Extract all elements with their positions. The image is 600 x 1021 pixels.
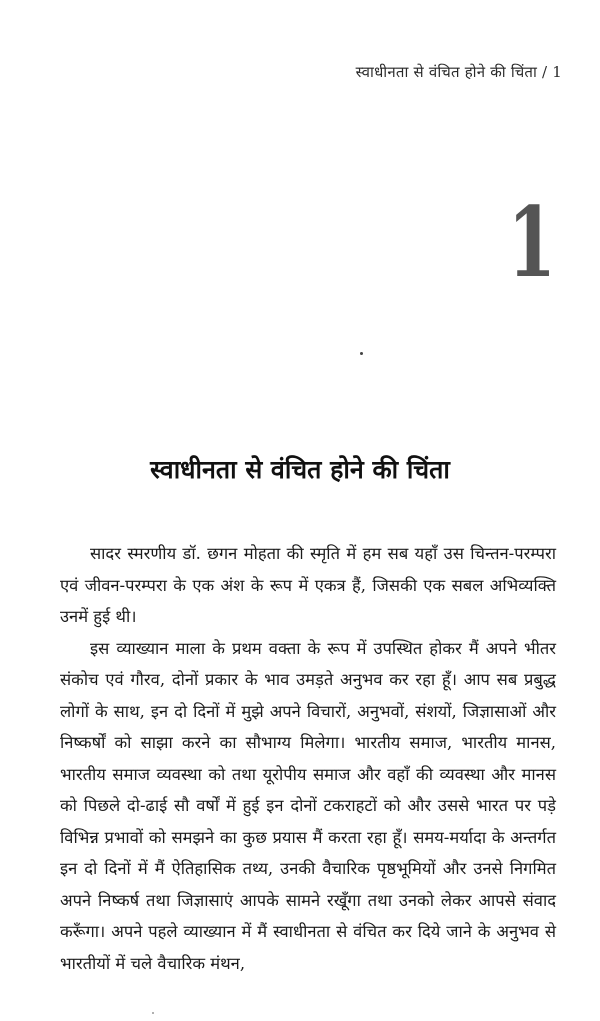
- chapter-title: स्वाधीनता से वंचित होने की चिंता: [150, 455, 450, 484]
- print-speck: [360, 352, 363, 355]
- paragraph: इस व्याख्यान माला के प्रथम वक्ता के रूप में उपस्थित होकर मैं अपने भीतर संकोच एवं गौरव, दोनों प्रकार के भाव उमड़ते अनुभव कर रहा हूँ। आप सब प्रबुद्ध लोगों के साथ, इन दो दिनों में मुझे अपने विचारों, अनुभवों, संशयों, जिज्ञासाओं और निष्कर्षों को साझा करने का सौभाग्य मिलेगा। भारतीय समाज, भारतीय मानस, भारतीय समाज व्यवस्था को तथा यूरोपीय समाज और वहाँ की व्यवस्था और मानस को पिछले दो-ढाई सौ वर्षों में हुई इन दोनों टकराहटों को और उससे भारत पर पड़े विभिन्न प्रभावों को समझने का कुछ प्रयास मैं करता रहा हूँ। समय-मर्यादा के अन्तर्गत इन दो दिनों में मैं ऐतिहासिक तथ्य, उनकी वैचारिक पृष्ठभूमियों और उनसे निगमित अपने निष्कर्ष तथा जिज्ञासाएं आपके सामने रखूँगा तथा उनको लेकर आपसे संवाद करूँगा। अपने पहले व्याख्यान में मैं स्वाधीनता से वंचित कर दिये जाने के अनुभव से भारतीयों में चले वैचारिक मंथन,: [60, 638, 556, 973]
- print-speck: [152, 1012, 154, 1014]
- body-text: [60, 538, 556, 979]
- chapter-number: 1: [507, 186, 556, 299]
- paragraph: सादर स्मरणीय डॉ. छगन मोहता की स्मृति में हम सब यहाँ उस चिन्तन-परम्परा एवं जीवन-परम्परा के एक अंश के रूप में एकत्र हैं, जिसकी एक सबल अभिव्यक्ति उनमें हुई थी।: [60, 544, 556, 626]
- running-header: स्वाधीनता से वंचित होने की चिंता / 1: [355, 63, 562, 81]
